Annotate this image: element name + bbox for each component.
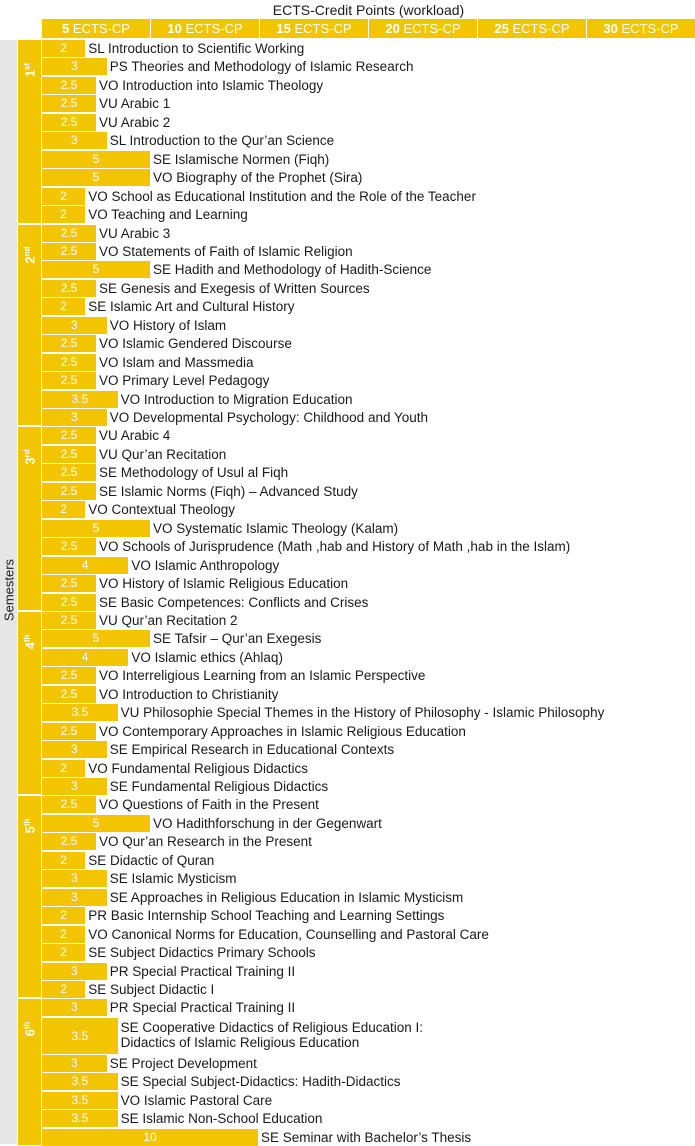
semester-suffix: st [21, 62, 31, 70]
credit-bar: 2.5 [42, 427, 96, 444]
course-name: VO Islam and Massmedia [99, 354, 254, 370]
course-name: PR Special Practical Training II [109, 963, 296, 979]
semester-label-text [22, 246, 37, 263]
course-row [42, 243, 695, 260]
course-row [42, 907, 695, 924]
semester-label-text [22, 63, 37, 77]
course-row [42, 114, 695, 131]
course-name: VO Islamic ethics (Ahlaq) [131, 649, 283, 665]
course-row [42, 815, 695, 832]
credit-bar: 2 [42, 206, 85, 223]
course-name: SE Islamische Normen (Fiqh) [153, 151, 330, 167]
credit-bar: 2.5 [42, 538, 96, 555]
course-name-line: Didactics of Islamic Religious Education [120, 1034, 360, 1050]
semester-suffix: nd [21, 245, 31, 256]
course-name: PR Basic Internship School Teaching and Learning Settings [88, 908, 445, 924]
course-row [42, 261, 695, 278]
course-name: VO Developmental Psychology: Childhood and Youth [109, 410, 429, 425]
scale-cell-unit: ECTS-CP [508, 21, 570, 36]
course-row [42, 446, 695, 463]
course-row [42, 999, 695, 1016]
credit-bar: 5 [42, 630, 150, 647]
semester-number: 5 [22, 826, 38, 834]
scale-cell-5 [42, 19, 151, 38]
course-row [42, 1110, 695, 1127]
credit-bar: 5 [42, 520, 150, 537]
semester-suffix: th [21, 819, 31, 827]
credit-bar: 2.5 [42, 667, 96, 684]
credit-bar: 3 [42, 963, 107, 980]
course-name: VO Islamic Anthropology [131, 557, 280, 573]
course-row [42, 538, 695, 555]
course-row [42, 298, 695, 315]
semester-label-text [22, 450, 37, 465]
course-name: VO Teaching and Learning [88, 207, 248, 223]
course-row [42, 372, 695, 389]
credit-bar: 2.5 [42, 372, 96, 389]
credit-bar: 2.5 [42, 575, 96, 592]
course-name: SE Didactic of Quran [88, 852, 215, 868]
scale-cell-number: 5 [62, 21, 70, 36]
course-name: VO Fundamental Religious Didactics [88, 760, 309, 776]
credit-bar: 2.5 [42, 77, 96, 94]
course-row [42, 1129, 695, 1146]
credit-bar: 2.5 [42, 723, 96, 740]
course-name: VO Introduction into Islamic Theology [99, 77, 324, 93]
course-row [42, 630, 695, 647]
credit-bar: 5 [42, 815, 150, 832]
course-row [42, 1018, 695, 1054]
scale-cell-10 [151, 19, 260, 38]
course-row [42, 169, 695, 186]
semester-label-text [22, 635, 37, 650]
course-name-line: SE Cooperative Didactics of Religious Education I: [120, 1019, 423, 1035]
credit-bar: 4 [42, 557, 128, 574]
course-name: VO Questions of Faith in the Present [99, 797, 319, 813]
credit-bar: 2.5 [42, 354, 96, 371]
scale-cell-unit: ECTS-CP [69, 21, 130, 36]
course-name: VO Schools of Jurisprudence (Math ,hab and History of Math ,hab in the Islam) [99, 539, 571, 555]
credit-bar: 2.5 [42, 483, 96, 500]
credit-bar: 2.5 [42, 594, 96, 611]
course-name: VU Arabic 3 [99, 225, 171, 241]
course-row [42, 225, 695, 242]
course-name: SE Subject Didactics Primary Schools [88, 945, 316, 961]
credit-bar: 2.5 [42, 686, 96, 703]
course-name: VO Introduction to Migration Education [120, 391, 353, 407]
course-name: PS Theories and Methodology of Islamic Research [109, 59, 414, 75]
credit-bar: 2.5 [42, 114, 96, 131]
course-name: SE Islamic Norms (Fiqh) – Advanced Study [99, 483, 358, 499]
course-row [42, 1073, 695, 1090]
course-name: SE Empirical Research in Educational Contexts [109, 742, 395, 758]
course-row [42, 833, 695, 850]
course-row [42, 667, 695, 684]
credit-bar: 4 [42, 649, 128, 666]
credit-bar: 3 [42, 132, 107, 149]
course-name: SE Approaches in Religious Education in Islamic Mysticism [109, 889, 464, 905]
course-row [42, 760, 695, 777]
course-name: SE Seminar with Bachelor’s Thesis [261, 1129, 472, 1145]
course-name: SE Fundamental Religious Didactics [109, 779, 329, 794]
course-row [42, 870, 695, 887]
credit-bar: 2 [42, 926, 85, 943]
course-row [42, 427, 695, 444]
course-name: SE Hadith and Methodology of Hadith-Science [153, 262, 432, 278]
credit-bar: 5 [42, 261, 150, 278]
scale-cell-number: 15 [276, 21, 291, 36]
course-name: VU Qur’an Recitation [99, 446, 227, 462]
course-row [42, 335, 695, 352]
semester-number: 1 [22, 69, 38, 78]
scale-cell-number: 25 [494, 21, 509, 36]
credit-bar: 2.5 [42, 446, 96, 463]
semester-2-block [18, 225, 41, 426]
course-name: VO Islamic Gendered Discourse [99, 336, 292, 352]
chart-title: ECTS-Credit Points (workload) [272, 2, 465, 18]
semester-1-block [18, 40, 41, 223]
course-name: SL Introduction to the Qur’an Science [109, 133, 335, 149]
credit-bar: 5 [42, 151, 150, 168]
credit-bar: 2.5 [42, 95, 96, 112]
course-row [42, 889, 695, 906]
course-row [42, 501, 695, 518]
course-row [42, 40, 695, 57]
credit-bar: 2 [42, 944, 85, 961]
credit-bar: 2.5 [42, 280, 96, 297]
credit-bar: 2.5 [42, 612, 96, 629]
credit-bar: 2 [42, 760, 85, 777]
credit-bar: 3.5 [42, 1110, 118, 1127]
course-name: SE Islamic Mysticism [109, 871, 237, 887]
credit-bar: 2.5 [42, 464, 96, 481]
scale-cell-unit: ECTS-CP [181, 21, 243, 36]
semester-number: 2 [22, 255, 38, 264]
course-row [42, 409, 695, 426]
semesters-axis-text: Semesters [1, 558, 16, 622]
course-name: VO History of Islamic Religious Education [99, 576, 349, 592]
credit-bar: 3 [42, 999, 107, 1016]
course-row [42, 520, 695, 537]
semester-3-block [18, 427, 41, 610]
credit-bar: 3 [42, 741, 107, 758]
course-name: SE Tafsir – Qur’an Exegesis [153, 631, 322, 647]
credit-bar: 3 [42, 409, 107, 426]
course-name: VO Contemporary Approaches in Islamic Religious Education [99, 723, 466, 739]
semester-label-text [22, 1022, 37, 1037]
course-name: SL Introduction to Scientific Working [88, 41, 305, 56]
credit-bar: 2.5 [42, 796, 96, 813]
semester-number: 6 [22, 1029, 38, 1037]
course-name: VO Qur’an Research in the Present [99, 834, 312, 850]
credit-bar: 10 [42, 1129, 258, 1146]
course-row [42, 796, 695, 813]
course-row [42, 77, 695, 94]
semester-number: 3 [22, 457, 38, 466]
credit-bar: 3 [42, 317, 107, 334]
credit-bar: 2 [42, 981, 85, 998]
credit-bar: 3.5 [42, 391, 118, 408]
credit-bar: 3 [42, 889, 107, 906]
credit-bar: 2.5 [42, 833, 96, 850]
course-row [42, 206, 695, 223]
semester-5-block [18, 796, 41, 997]
credit-bar: 2.5 [42, 243, 96, 260]
course-name: VU Arabic 1 [99, 96, 171, 112]
course-row [42, 132, 695, 149]
scale-cell-number: 10 [167, 21, 182, 36]
course-row [42, 151, 695, 168]
course-row [42, 741, 695, 758]
course-row [42, 1092, 695, 1109]
course-row [42, 704, 695, 721]
credit-bar: 3 [42, 870, 107, 887]
semester-label-text [22, 819, 37, 834]
credit-bar: 3 [42, 1055, 107, 1072]
semester-suffix: th [21, 634, 31, 643]
course-name: SE Islamic Non-School Education [120, 1111, 323, 1127]
course-row [42, 280, 695, 297]
course-row [42, 1055, 695, 1072]
course-row [42, 464, 695, 481]
course-row [42, 354, 695, 371]
course-name: VO Systematic Islamic Theology (Kalam) [153, 520, 399, 536]
course-name [121, 1018, 423, 1056]
course-name: SE Special Subject-Didactics: Hadith-Didactics [120, 1074, 401, 1090]
scale-cell-15 [260, 19, 369, 38]
credit-bar: 2.5 [42, 225, 96, 242]
semester-number: 4 [22, 642, 38, 650]
credit-bar: 2 [42, 188, 85, 205]
scale-cell-unit: ECTS-CP [617, 21, 679, 36]
course-name: VO Interreligious Learning from an Islamic Perspective [99, 668, 426, 684]
credit-bar: 3 [42, 58, 107, 75]
course-row [42, 188, 695, 205]
course-name: VO History of Islam [109, 317, 227, 333]
credit-bar: 3.5 [42, 1073, 118, 1090]
course-row [42, 778, 695, 795]
credit-bar: 5 [42, 169, 150, 186]
course-row [42, 594, 695, 611]
course-name: SE Islamic Art and Cultural History [88, 299, 295, 315]
semester-4-block [18, 612, 41, 795]
course-name: VU Philosophie Special Themes in the History of Philosophy - Islamic Philosophy [120, 705, 605, 721]
course-name: SE Basic Competences: Conflicts and Crises [99, 594, 369, 610]
scale-cell-20 [369, 19, 478, 38]
course-name: VO Contextual Theology [88, 502, 236, 518]
course-row [42, 557, 695, 574]
credit-bar: 2 [42, 907, 85, 924]
course-row [42, 95, 695, 112]
course-row [42, 963, 695, 980]
credit-bar: 3.5 [42, 704, 118, 721]
course-row [42, 852, 695, 869]
scale-cell-number: 20 [385, 21, 400, 36]
course-name: VO Hadithforschung in der Gegenwart [153, 815, 382, 831]
course-name: VO Biography of the Prophet (Sira) [153, 170, 363, 186]
course-row [42, 686, 695, 703]
scale-cell-number: 30 [603, 21, 618, 36]
scale-cell-30 [587, 19, 695, 38]
course-row [42, 483, 695, 500]
course-name: VU Qur’an Recitation 2 [99, 612, 238, 628]
scale-cell-25 [478, 19, 587, 38]
course-row [42, 981, 695, 998]
credit-bar: 3.5 [42, 1018, 118, 1054]
scale-cell-unit: ECTS-CP [399, 21, 461, 36]
semester-suffix: th [21, 1021, 31, 1030]
scale-cell-unit: ECTS-CP [290, 21, 352, 36]
course-name: SE Methodology of Usul al Fiqh [99, 465, 289, 481]
credit-bar: 3 [42, 778, 107, 795]
course-name: VO Islamic Pastoral Care [120, 1092, 273, 1108]
course-row [42, 944, 695, 961]
credit-bar: 2 [42, 298, 85, 315]
course-row [42, 391, 695, 408]
course-row [42, 317, 695, 334]
course-row [42, 723, 695, 740]
credit-bar: 2 [42, 40, 85, 57]
credit-scale [42, 19, 695, 38]
course-name: VO Canonical Norms for Education, Counselling and Pastoral Care [88, 926, 489, 942]
course-name: SE Project Development [109, 1055, 257, 1071]
course-name: VU Arabic 4 [99, 428, 171, 444]
course-row [42, 58, 695, 75]
course-row [42, 575, 695, 592]
course-name: PR Special Practical Training II [109, 1000, 296, 1016]
credit-bar: 3.5 [42, 1092, 118, 1109]
semester-suffix: rd [21, 449, 31, 458]
credit-bar: 2 [42, 852, 85, 869]
credit-bar: 2 [42, 501, 85, 518]
semester-6-block [18, 999, 41, 1145]
course-row [42, 612, 695, 629]
course-name: SE Genesis and Exegesis of Written Sources [99, 280, 370, 296]
course-name: VO Statements of Faith of Islamic Religion [99, 243, 353, 259]
course-name: SE Subject Didactic I [88, 981, 215, 997]
course-name: VO School as Educational Institution and the Role of the Teacher [88, 188, 476, 204]
course-name: VU Arabic 2 [99, 114, 171, 130]
course-name: VO Primary Level Pedagogy [99, 373, 270, 389]
credit-bar: 2.5 [42, 335, 96, 352]
course-row [42, 649, 695, 666]
course-row [42, 926, 695, 943]
course-name: VO Introduction to Christianity [99, 686, 279, 702]
